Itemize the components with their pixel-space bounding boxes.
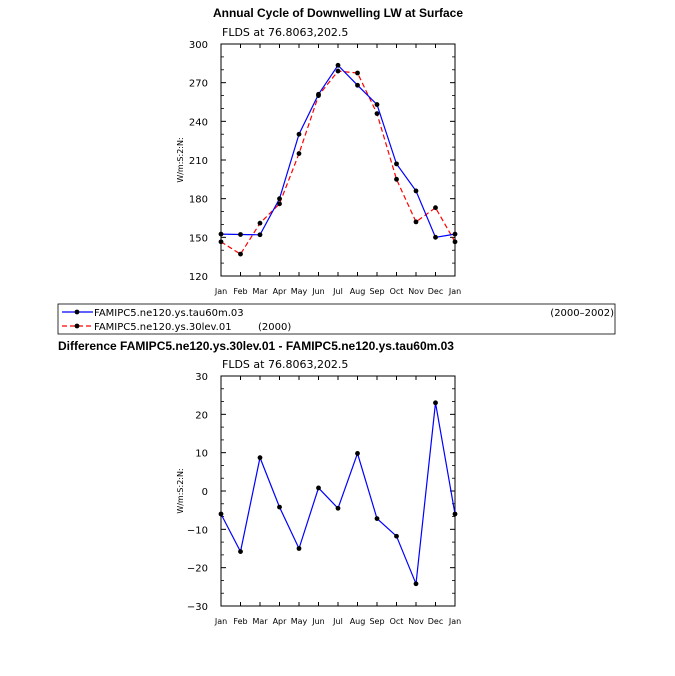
x-tick-label: Jun: [312, 617, 325, 626]
series-2-point: [453, 239, 458, 244]
series-1-point: [414, 189, 419, 194]
series-1-point: [433, 400, 438, 405]
x-tick-label: Nov: [408, 287, 424, 296]
x-tick-label: Feb: [233, 287, 248, 296]
chart2-title: Difference FAMIPC5.ne120.ys.30lev.01 - FAMIPC5.ne120.ys.tau60m.03: [58, 339, 454, 353]
y-tick-label: −30: [186, 602, 208, 613]
chart1-title: Annual Cycle of Downwelling LW at Surface: [212, 6, 464, 20]
x-tick-label: Nov: [408, 617, 424, 626]
chart2-subtitle: FLDS at 76.8063,202.5: [222, 358, 349, 371]
y-tick-label: 150: [188, 233, 208, 245]
series-1-point: [375, 516, 380, 521]
x-tick-label: Sep: [369, 287, 385, 296]
series-1-point: [219, 232, 224, 237]
x-tick-label: Apr: [272, 617, 287, 626]
y-tick-label: 0: [201, 487, 208, 498]
x-tick-label: Aug: [349, 287, 366, 296]
series-1-point: [219, 512, 224, 517]
y-tick-label: −10: [186, 525, 208, 537]
x-tick-label: Jul: [333, 617, 343, 626]
series-2-point: [258, 221, 263, 226]
series-2-point: [297, 151, 302, 156]
x-tick-label: Jan: [448, 617, 462, 626]
x-tick-label: Apr: [272, 287, 287, 296]
x-tick-label: Jan: [214, 287, 228, 296]
chart1-plot-frame: [221, 44, 455, 276]
x-tick-label: Jan: [214, 617, 228, 626]
x-tick-label: Sep: [369, 617, 385, 626]
series-2-point: [433, 205, 438, 210]
y-tick-label: 210: [188, 156, 208, 167]
series-1-point: [316, 92, 321, 97]
series-line-1: [221, 65, 455, 237]
series-1-point: [336, 506, 341, 511]
x-tick-label: Dec: [427, 617, 444, 626]
series-1-point: [375, 102, 380, 107]
series-2-point: [219, 239, 224, 244]
legend-label-series-2: FAMIPC5.ne120.ys.30lev.01: [94, 322, 232, 333]
chart1-subtitle: FLDS at 76.8063,202.5: [222, 26, 349, 39]
series-1-point: [433, 235, 438, 240]
legend-marker-series-2: [75, 324, 80, 329]
series-2-point: [277, 201, 282, 206]
x-tick-label: Mar: [252, 287, 268, 296]
series-1-point: [336, 63, 341, 68]
y-tick-label: 300: [188, 40, 208, 51]
series-1-point: [258, 232, 263, 237]
series-2-point: [375, 111, 380, 116]
series-2-point: [394, 177, 399, 182]
y-tick-label: 270: [188, 78, 208, 90]
x-tick-label: May: [290, 617, 308, 626]
series-line-2: [221, 71, 455, 254]
chart2-plot-frame: [221, 376, 455, 606]
series-2-point: [238, 252, 243, 257]
x-tick-label: Jun: [312, 287, 325, 296]
chart1-ylabel: W/m:S:2:N:: [176, 137, 185, 183]
series-1-point: [414, 581, 419, 586]
x-tick-label: Oct: [389, 617, 404, 626]
x-tick-label: Oct: [389, 287, 404, 296]
series-2-point: [336, 69, 341, 74]
series-1-point: [355, 83, 360, 88]
series-1-point: [238, 232, 243, 237]
legend-years-series-1: (2000–2002): [550, 308, 614, 319]
series-line-1: [221, 403, 455, 584]
y-tick-label: 180: [188, 194, 208, 206]
series-2-point: [355, 71, 360, 76]
y-tick-label: 120: [188, 272, 208, 283]
x-tick-label: Mar: [252, 617, 268, 626]
series-1-point: [258, 455, 263, 460]
x-tick-label: Aug: [349, 617, 366, 626]
series-1-point: [277, 196, 282, 201]
series-1-point: [277, 505, 282, 510]
y-tick-label: 20: [195, 410, 208, 422]
series-1-point: [355, 451, 360, 456]
x-tick-label: Feb: [233, 617, 248, 626]
x-tick-label: Dec: [427, 287, 444, 296]
series-1-point: [316, 486, 321, 491]
series-1-point: [394, 161, 399, 166]
series-1-point: [238, 549, 243, 554]
y-tick-label: 10: [195, 448, 208, 460]
series-1-point: [297, 546, 302, 551]
y-tick-label: 240: [188, 117, 208, 129]
legend-years-series-2: (2000): [258, 322, 292, 333]
legend-marker-series-1: [75, 310, 80, 315]
x-tick-label: Jul: [333, 287, 343, 296]
series-2-point: [414, 219, 419, 224]
x-tick-label: May: [290, 287, 308, 296]
y-tick-label: 30: [195, 372, 208, 383]
legend-label-series-1: FAMIPC5.ne120.ys.tau60m.03: [94, 308, 244, 319]
series-1-point: [394, 534, 399, 539]
series-1-point: [453, 512, 458, 517]
series-1-point: [453, 232, 458, 237]
series-1-point: [297, 132, 302, 137]
x-tick-label: Jan: [448, 287, 462, 296]
y-tick-label: −20: [186, 563, 208, 575]
chart2-ylabel: W/m:S:2:N:: [176, 468, 185, 514]
